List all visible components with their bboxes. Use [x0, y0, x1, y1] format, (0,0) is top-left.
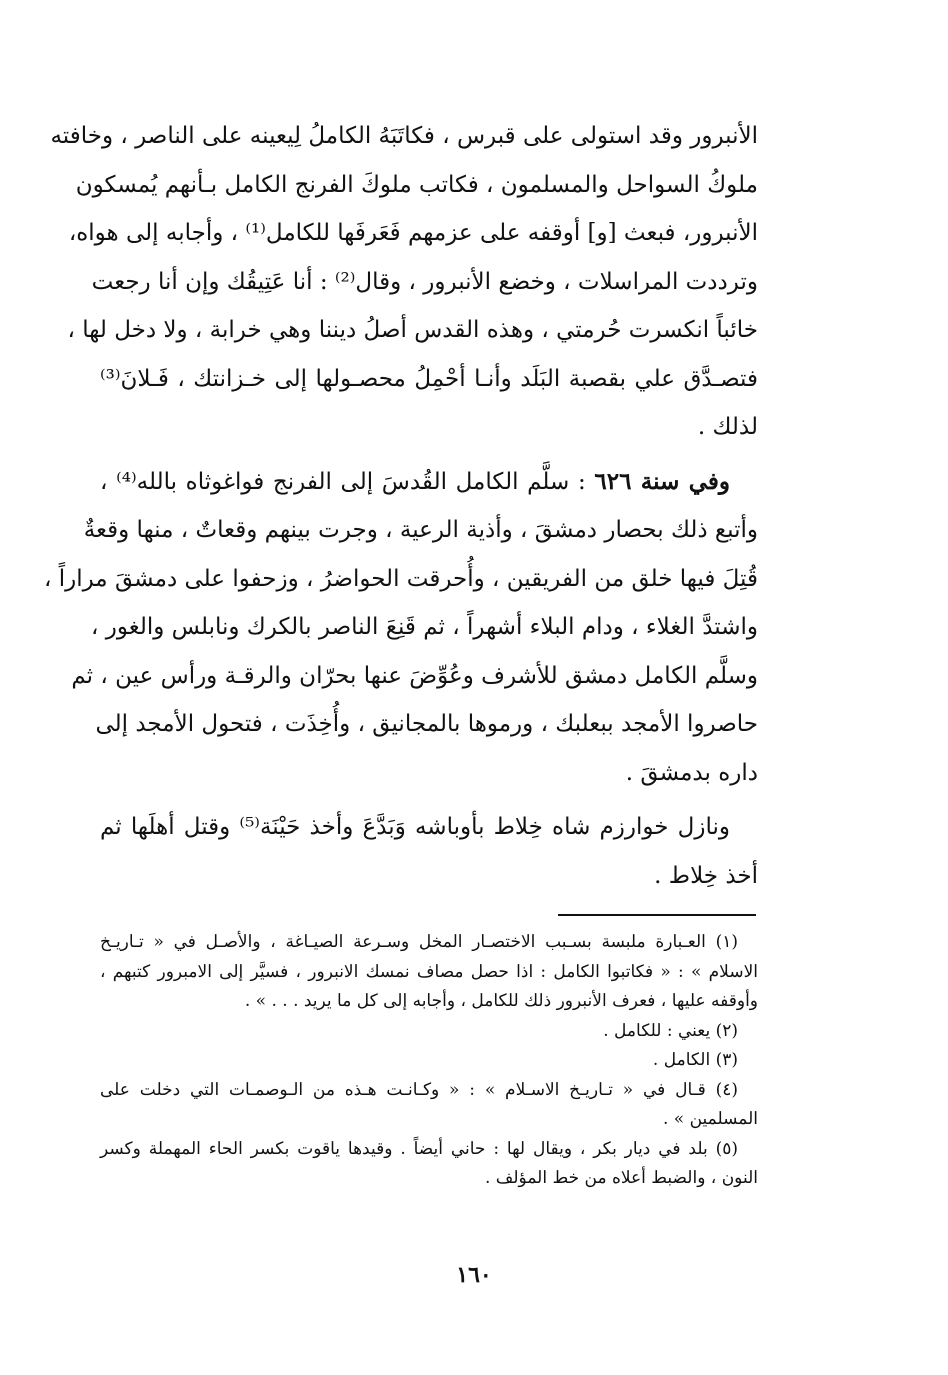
- text-line: وأتبع ذلك بحصار دمشقَ ، وأذية الرعية ، وجرت بينهم وقعاتٌ ، منها وقعةٌ: [83, 517, 758, 543]
- footnote-5-line: النون ، والضبط أعلاه من خط المؤلف .: [484, 1168, 758, 1188]
- year-heading: وفي سنة ٦٢٦: [594, 467, 730, 495]
- footnotes: [100, 928, 758, 1194]
- footnote-1-line: وأوقفه عليها ، فعرف الأنبرور ذلك للكامل ، وأجابه إلى كل ما يريد . . . » .: [244, 991, 758, 1011]
- text-line: ملوكُ السواحل والمسلمون ، فكاتب ملوكَ الفرنج الكامل بـأنهم يُمسكون: [75, 171, 758, 198]
- text-line: ونازل خوارزم شاه خِلاط بأوباشه وَبَدَّعَ وأخذ حَيْنَة⁽⁵⁾ وقتل أهلَها ثم: [100, 814, 730, 840]
- text-line: واشتدَّ الغلاء ، ودام البلاء أشهراً ، ثم قَنِعَ الناصر بالكرك ونابلس والغور ،: [91, 614, 758, 640]
- text-line: داره بدمشقَ .: [625, 759, 758, 786]
- text-line: حاصروا الأمجد ببعلبك ، ورموها بالمجانيق ، وأُخِذَت ، فتحول الأمجد إلى: [95, 711, 758, 737]
- footnote-1-line: (١) العـبارة ملبسة بسـبب الاختصـار المخل وسـرعة الصيـاغة ، والأصـل في « تـاريـخ: [100, 932, 738, 952]
- main-text: [44, 112, 758, 900]
- paragraph-3: [100, 803, 758, 900]
- text-line: وسلَّم الكامل دمشق للأشرف وعُوِّضَ عنها بحرّان والرقـة ورأس عين ، ثم: [71, 662, 758, 689]
- text-line: [100, 458, 758, 507]
- page-number: ١٦٠: [456, 1262, 492, 1288]
- text-line-rest: : سلَّم الكامل القُدسَ إلى الفرنج فواغوثاه بالله⁽⁴⁾ ،: [100, 468, 595, 495]
- text-line: الأنبرور، فبعث [و] أوقفه على عزمهم فَعَرفَها للكامل⁽¹⁾ ، وأجابه إلى هواه،: [68, 220, 758, 246]
- footnote-4-line: المسلمين » .: [662, 1109, 758, 1129]
- footnote-3: (٣) الكامل .: [652, 1050, 738, 1070]
- text-line: لذلك .: [697, 414, 758, 440]
- text-line: أخذ خِلاط .: [654, 862, 758, 889]
- footnote-1-line: الاسلام » : « فكاتبوا الكامل : اذا حصل مصاف نمسك الانبرور ، فسيَّر إلى الامبرور كتبهم ،: [100, 961, 758, 982]
- text-line: فتصـدَّق علي بقصبة البَلَد وأنـا أحْمِلُ محصـولها إلى خـزانتك ، فَـلانَ⁽³⁾: [100, 365, 758, 392]
- footnote-2: (٢) يعني : للكامل .: [603, 1020, 738, 1041]
- paragraph-1: [50, 112, 758, 452]
- text-line: وترددت المراسلات ، وخضع الأنبرور ، وقال⁽²⁾ : أنا عَتِيقُك وإن أنا رجعت: [91, 268, 758, 295]
- text-line: الأنبرور وقد استولى على قبرس ، فكاتَبَهُ الكاملُ لِيعينه على الناصر ، وخافته: [50, 123, 758, 149]
- footnote-4-line: (٤) قـال في « تـاريـخ الاسـلام » : « وكـانـت هـذه من الـوصمـات التي دخلت على: [100, 1079, 738, 1100]
- text-line: قُتِلَ فيها خلق من الفريقين ، وأُحرقت الحواضرُ ، وزحفوا على دمشقَ مراراً ،: [44, 565, 758, 592]
- text-line: خائباً انكسرت حُرمتي ، وهذه القدس أصلُ ديننا وهي خرابة ، ولا دخل لها ،: [67, 317, 758, 343]
- footnote-separator: [558, 914, 756, 916]
- paragraph-2: [44, 458, 758, 798]
- footnote-5-line: (٥) بلد في ديار بكر ، ويقال لها : حاني أيضاً . وقيدها ياقوت بكسر الحاء المهملة وكسر: [100, 1138, 738, 1159]
